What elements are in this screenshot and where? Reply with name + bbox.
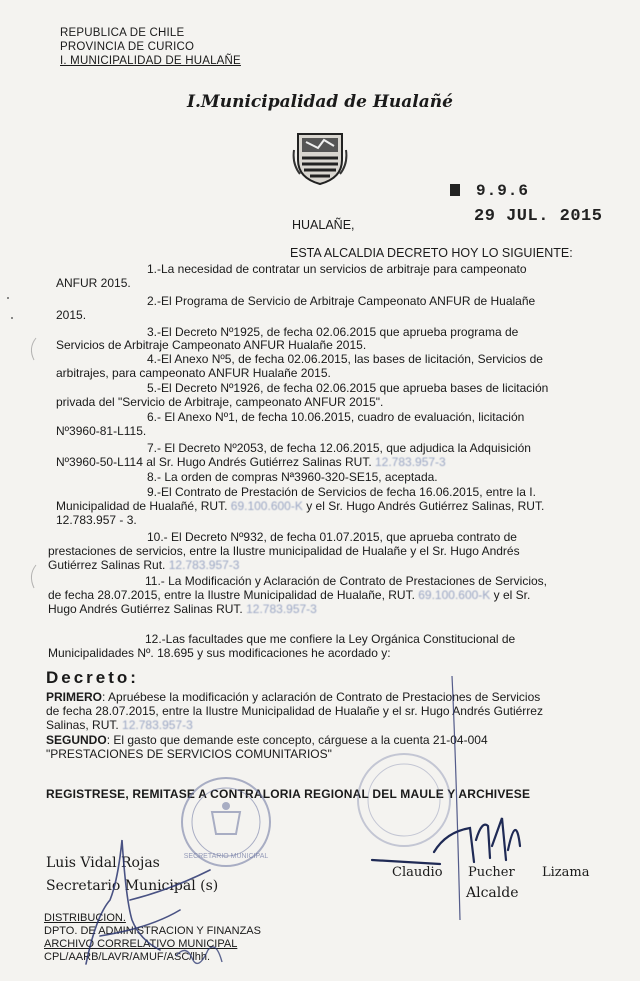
secretary-title: Secretario Municipal (s) (46, 878, 219, 894)
clause-12-line-1: 12.-Las facultades que me confiere la Ley Orgánica Constitucional de (145, 632, 516, 646)
decree-date-stamp: 29 JUL. 2015 (474, 207, 603, 226)
primero-line-1: PRIMERO: Apruébese la modificación y aclaración de Contrato de Prestaciones de Servicios (46, 690, 541, 704)
mayor-last-name: Lizama (542, 865, 590, 880)
clause-3-line-2: Servicios de Arbitraje Campeonato ANFUR Hualañe 2015. (56, 338, 367, 352)
mayor-first-name: Claudio (392, 865, 443, 880)
clause-1-line-2: ANFUR 2015. (56, 276, 131, 290)
clause-6-line-1: 6.- El Anexo Nº1, de fecha 10.06.2015, cuadro de evaluación, licitación (147, 410, 525, 424)
redacted-rut: 12.783.957-3 (375, 455, 446, 469)
decreto-heading: Decreto: (46, 668, 139, 687)
mayor-title: Alcalde (466, 885, 519, 901)
place-label: HUALAÑE, (292, 218, 355, 232)
letterhead-title: I.Municipalidad de Hualañé (187, 92, 453, 112)
primero-line-2: de fecha 28.07.2015, entre la Ilustre Municipalidad de Hualañe y el sr. Hugo Andrés Gutiérrez (46, 704, 543, 718)
clause-5-line-1: 5.-El Decreto Nº1926, de fecha 02.06.2015 que aprueba bases de licitación (147, 381, 549, 395)
segundo-line-1: SEGUNDO: El gasto que demande este concepto, cárguese a la cuenta 21-04-004 (46, 733, 488, 747)
clause-8: 8.- La orden de compras Nª3960-320-SE15, aceptada. (147, 470, 438, 484)
redacted-rut: 69.100.600-K (418, 588, 491, 602)
distribution-heading: DISTRIBUCION. (44, 912, 126, 924)
clause-10-line-1: 10.- El Decreto Nº932, de fecha 01.07.2015, que aprueba contrato de (147, 530, 517, 544)
clause-9-line-1: 9.-El Contrato de Prestación de Servicios de fecha 16.06.2015, entre la I. (147, 485, 536, 499)
registrese-line: REGISTRESE, REMITASE A CONTRALORIA REGIONAL DEL MAULE Y ARCHIVESE (46, 787, 531, 801)
clause-5-line-2: privada del "Servicio de Arbitraje, campeonato ANFUR 2015". (56, 395, 384, 409)
lead-sentence: ESTA ALCALDIA DECRETO HOY LO SIGUIENTE: (290, 246, 573, 260)
clause-6-line-2: Nº3960-81-L115. (56, 424, 147, 438)
clause-1-line-1: 1.-La necesidad de contratar un servicios de arbitraje para campeonato (147, 262, 527, 276)
redacted-rut: 12.783.957-3 (246, 602, 317, 616)
redacted-rut: 69.100.600-K (230, 499, 303, 513)
mayor-middle-name: Pucher (468, 865, 515, 880)
primero-line-3: Salinas, RUT. 12.783.957-3 (46, 718, 193, 732)
clause-12-line-2: Municipalidades Nº. 18.695 y sus modificaciones he acordado y: (48, 646, 391, 660)
mayor-seal-icon (358, 754, 450, 846)
distribution-line-3: CPL/AARB/LAVR/AMUF/ASC/lhh. (44, 951, 211, 963)
distribution-line-1: DPTO. DE ADMINISTRACION Y FINANZAS (44, 925, 261, 937)
clause-4-line-1: 4.-El Anexo Nº5, de fecha 02.06.2015, las bases de licitación, Servicios de (147, 352, 543, 366)
redacted-rut: 12.783.957-3 (122, 718, 193, 732)
distribution-line-2: ARCHIVO CORRELATIVO MUNICIPAL (44, 938, 238, 950)
clause-7-line-2: Nº3960-50-L114 al Sr. Hugo Andrés Gutiérrez Salinas RUT. 12.783.957-3 (56, 455, 446, 469)
secretary-name: Luis Vidal Rojas (46, 855, 160, 871)
clause-11-line-2: de fecha 28.07.2015, entre la Ilustre Municipalidad de Hualañe, RUT. 69.100.600-K y el Sr. (48, 588, 531, 602)
clause-7-line-1: 7.- El Decreto Nº2053, de fecha 12.06.2015, que adjudica la Adquisición (147, 441, 531, 455)
clause-9-line-3: 12.783.957 - 3. (56, 513, 137, 527)
decree-number-stamp: 9.9.6 (450, 182, 529, 200)
clause-10-line-3: Gutiérrez Salinas Rut. 12.783.957-3 (48, 558, 240, 572)
seal-text: SECRETARIO MUNICIPAL (183, 853, 269, 860)
clause-10-line-2: prestaciones de servicios, entre la Ilustre municipalidad de Hualañe y el Sr. Hugo Andrés (48, 544, 520, 558)
clause-3-line-1: 3.-El Decreto Nº1925, de fecha 02.06.2015 que aprueba programa de (147, 325, 519, 339)
mayor-signature-icon (372, 818, 520, 864)
clause-11-line-1: 11.- La Modificación y Aclaración de Contrato de Prestaciones de Servicios, (145, 574, 547, 588)
clause-11-line-3: Hugo Andrés Gutiérrez Salinas RUT. 12.783.957-3 (48, 602, 317, 616)
segundo-line-2: "PRESTACIONES DE SERVICIOS COMUNITARIOS" (46, 747, 332, 761)
clause-4-line-2: arbitrajes, para campeonato ANFUR Hualañe 2015. (56, 366, 331, 380)
header-line-municipality: I. MUNICIPALIDAD DE HUALAÑE (60, 55, 241, 67)
header-line-country: REPUBLICA DE CHILE (60, 27, 185, 39)
header-line-province: PROVINCIA DE CURICO (60, 41, 195, 53)
clause-9-line-2: Municipalidad de Hualañé, RUT. 69.100.600-K y el Sr. Hugo Andrés Gutiérrez Salinas, RUT. (56, 499, 545, 513)
redacted-rut: 12.783.957-3 (168, 558, 240, 572)
clause-2-line-1: 2.-El Programa de Servicio de Arbitraje Campeonato ANFUR de Hualañe (147, 294, 536, 308)
clause-2-line-2: 2015. (56, 308, 87, 322)
